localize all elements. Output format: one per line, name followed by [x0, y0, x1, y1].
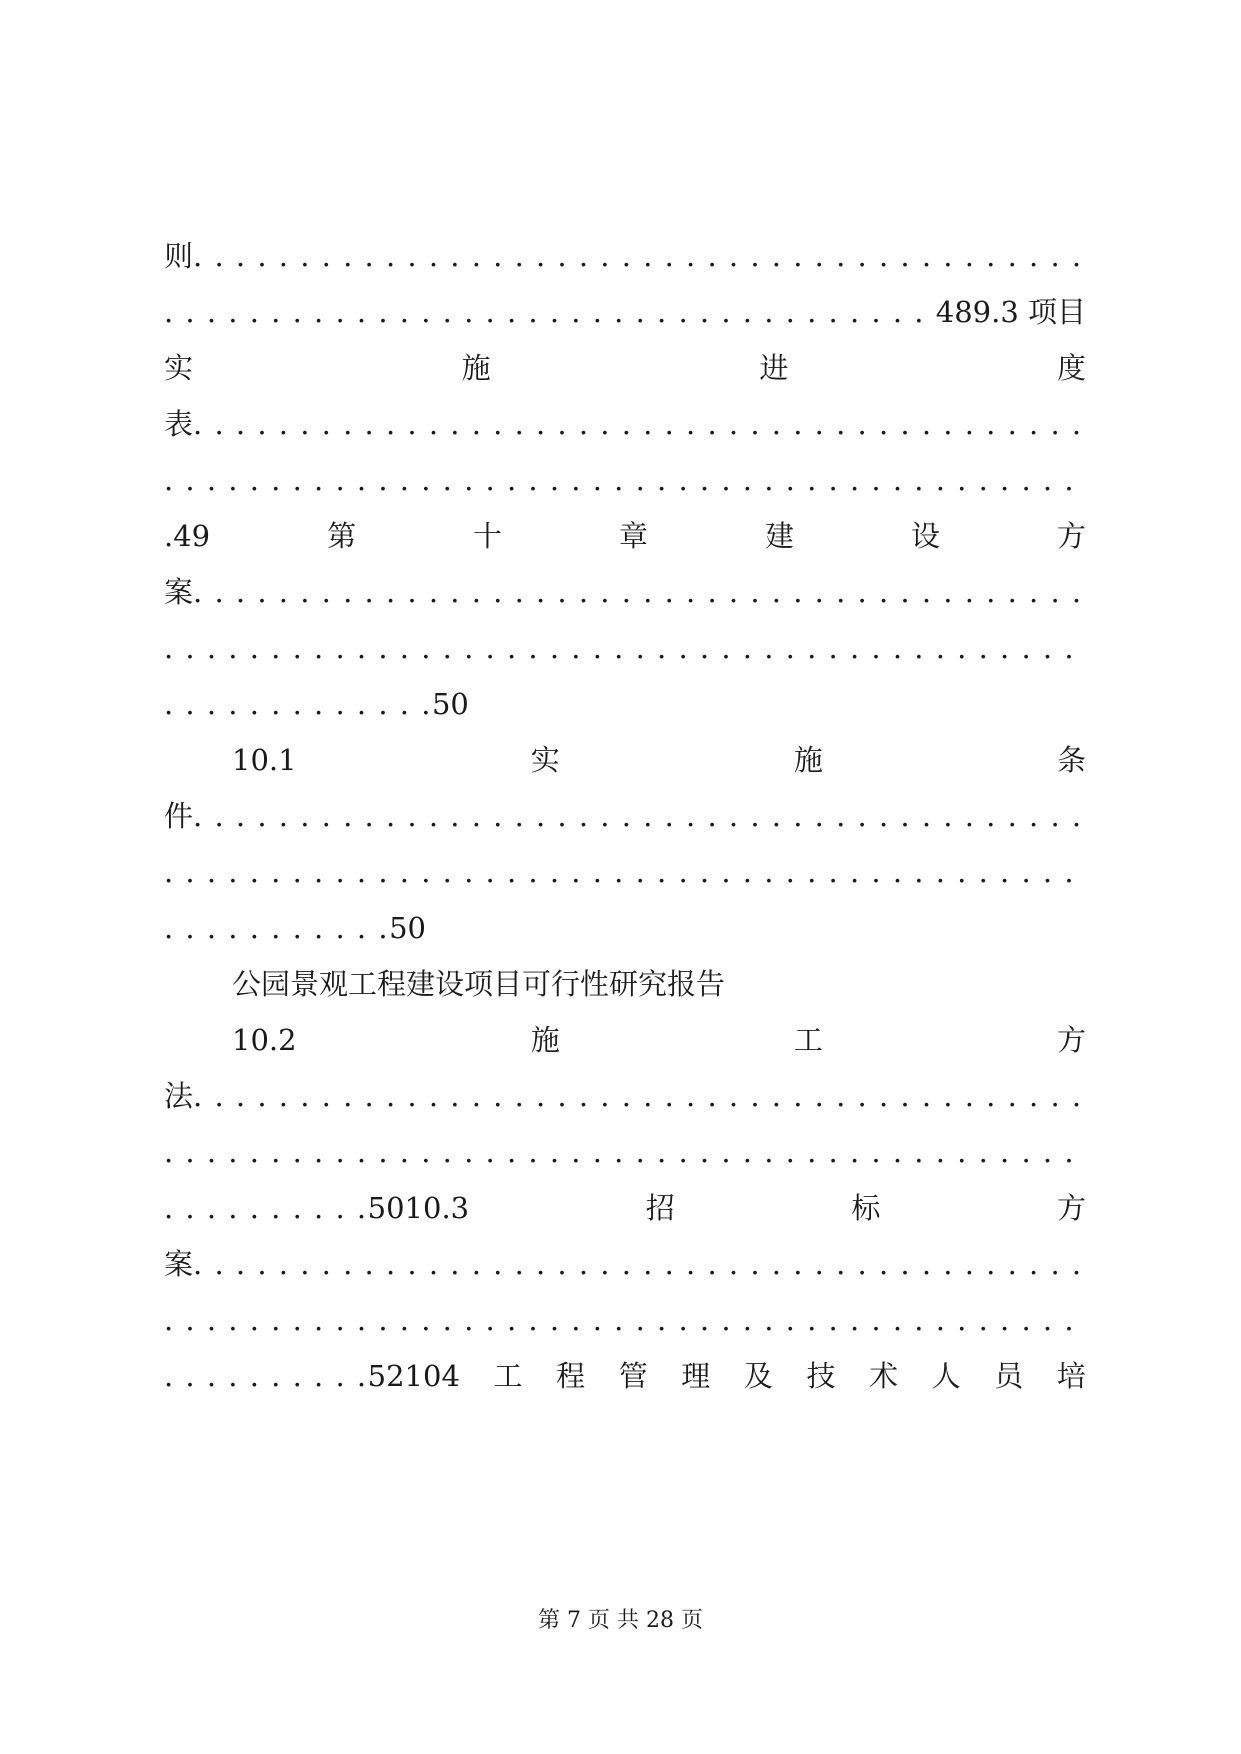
toc-line-21 — [164, 1356, 1086, 1396]
toc-char: 理 — [681, 1359, 711, 1393]
toc-char: 培 — [1056, 1359, 1086, 1393]
leader-dots — [193, 572, 1086, 612]
toc-line-3 — [164, 348, 1086, 388]
toc-char: 度 — [1056, 351, 1086, 385]
toc-line-15 — [232, 1020, 1086, 1060]
toc-section-number: 10.1 — [232, 743, 297, 777]
toc-page-and-entry: 489.3 项目 — [935, 295, 1086, 329]
toc-line-13 — [164, 908, 1086, 948]
leader-dots: . . . . . . . . . . — [164, 1359, 368, 1393]
leader-dots — [164, 852, 1086, 892]
toc-line-8 — [164, 628, 1086, 668]
toc-char: 术 — [869, 1359, 899, 1393]
toc-char: 人 — [931, 1359, 961, 1393]
toc-page-number: 50 — [389, 911, 426, 945]
toc-char: 及 — [743, 1359, 773, 1393]
toc-line-17 — [164, 1132, 1086, 1172]
toc-line-1 — [164, 236, 1086, 276]
toc-char: 第 — [327, 519, 357, 553]
toc-page-and-section: 5010.3 — [367, 1191, 470, 1225]
toc-line-10 — [232, 740, 1086, 780]
toc-char: 工 — [493, 1359, 523, 1393]
toc-char: 工 — [793, 1023, 823, 1057]
leader-dots — [193, 1076, 1086, 1116]
leader-dots — [164, 460, 1086, 500]
toc-line-18 — [164, 1188, 1086, 1228]
toc-line-16 — [164, 1076, 1086, 1116]
leader-dots — [164, 1132, 1086, 1172]
leader-dots: . . . . . . . . . . — [164, 1191, 368, 1225]
toc-char: 技 — [806, 1359, 836, 1393]
toc-char: 施 — [530, 1023, 560, 1057]
toc-line-20 — [164, 1300, 1086, 1340]
toc-char: 条 — [1056, 743, 1086, 777]
toc-section-number: 10.2 — [232, 1023, 297, 1057]
toc-char: 方 — [1056, 1023, 1086, 1057]
toc-char: 实 — [530, 743, 560, 777]
toc-char: 案 — [164, 1247, 194, 1281]
leader-dots — [164, 292, 936, 332]
toc-char: 实 — [164, 351, 194, 385]
toc-char: 设 — [910, 519, 940, 553]
toc-char: 法 — [164, 1079, 194, 1113]
toc-char: 方 — [1056, 1191, 1086, 1225]
page-footer — [0, 1606, 1241, 1636]
toc-char: 则 — [164, 239, 194, 273]
toc-line-5 — [164, 460, 1086, 500]
toc-line-7 — [164, 572, 1086, 612]
toc-char: 管 — [618, 1359, 648, 1393]
toc-char: 员 — [994, 1359, 1024, 1393]
toc-page-and-section: 52104 — [367, 1359, 460, 1393]
toc-char: 十 — [473, 519, 503, 553]
toc-char: 招 — [645, 1191, 675, 1225]
toc-char: 章 — [619, 519, 649, 553]
toc-page-number: .49 — [164, 519, 211, 553]
leader-dots — [193, 236, 1086, 276]
toc-line-2 — [164, 292, 1086, 332]
toc-char: 表 — [164, 407, 194, 441]
toc-char: 施 — [793, 743, 823, 777]
leader-dots — [193, 796, 1086, 836]
toc-char: 方 — [1056, 519, 1086, 553]
toc-line-12 — [164, 852, 1086, 892]
toc-char: 进 — [759, 351, 789, 385]
leader-dots — [193, 1244, 1086, 1284]
toc-char: 标 — [851, 1191, 881, 1225]
leader-dots — [193, 404, 1086, 444]
toc-char: 案 — [164, 575, 194, 609]
toc-line-11 — [164, 796, 1086, 836]
page-number-text: 第 7 页 共 28 页 — [538, 1608, 703, 1633]
toc-page-number: 50 — [431, 687, 469, 721]
report-title-line — [232, 964, 1086, 1004]
leader-dots: . . . . . . . . . . . — [164, 911, 390, 945]
toc-char: 施 — [461, 351, 491, 385]
leader-dots — [164, 1300, 1086, 1340]
leader-dots — [164, 628, 1086, 668]
toc-char: 件 — [164, 799, 194, 833]
toc-char: 建 — [764, 519, 794, 553]
leader-dots: . . . . . . . . . . . . . — [164, 687, 432, 721]
toc-line-4 — [164, 404, 1086, 444]
toc-line-9 — [164, 684, 1086, 724]
report-title: 公园景观工程建设项目可行性研究报告 — [232, 967, 726, 1001]
toc-char: 程 — [556, 1359, 586, 1393]
toc-line-19 — [164, 1244, 1086, 1284]
toc-line-6 — [164, 516, 1086, 556]
